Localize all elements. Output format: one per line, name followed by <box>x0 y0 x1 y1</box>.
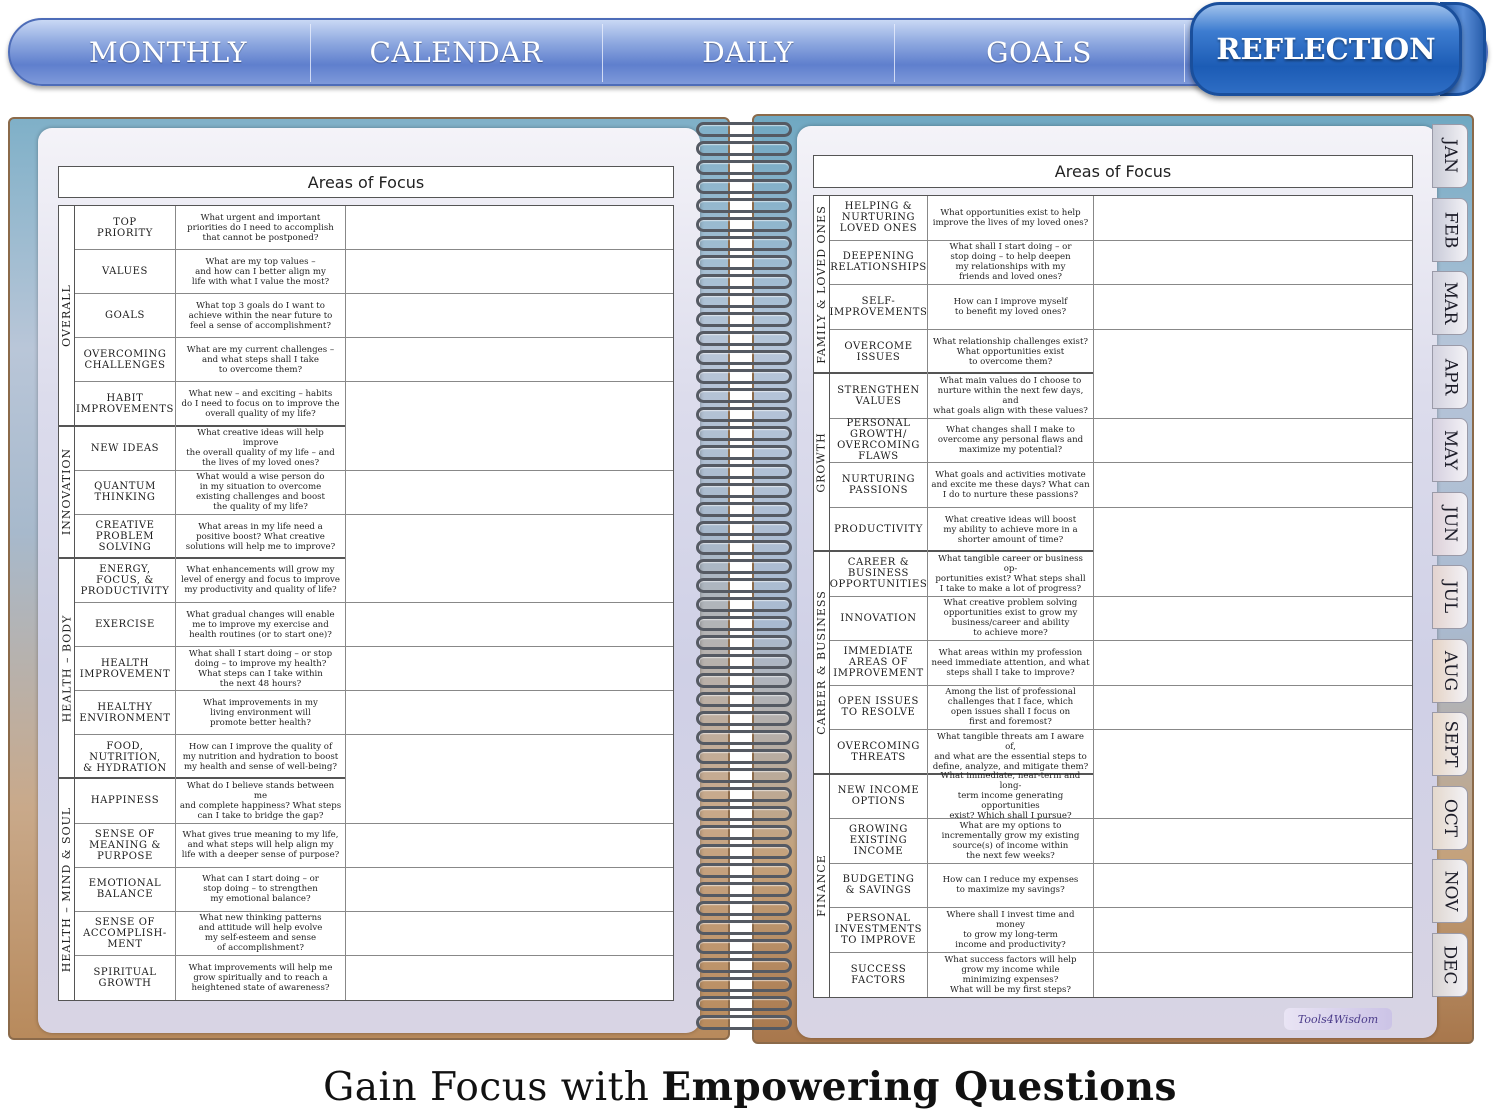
left-page-title-text: Areas of Focus <box>307 172 425 192</box>
spiral-ring <box>696 388 792 403</box>
month-tab-jun[interactable] <box>1432 492 1468 556</box>
focus-row <box>830 463 1412 508</box>
tab-daily-label: DAILY <box>702 35 794 69</box>
section-label-text: HEALTH – MIND & SOUL <box>60 807 73 973</box>
focus-question: What are my current challenges – and what steps shall I take to overcome them? <box>176 338 346 381</box>
focus-topic: VALUES <box>75 250 176 293</box>
focus-topic: EMOTIONAL BALANCE <box>75 868 176 911</box>
tab-daily[interactable] <box>602 20 894 84</box>
spiral-ring <box>696 483 792 498</box>
month-tab-nov[interactable] <box>1432 859 1468 923</box>
spiral-ring <box>696 312 792 327</box>
focus-section <box>814 552 1412 775</box>
spiral-ring <box>696 768 792 783</box>
focus-row <box>830 819 1412 864</box>
focus-question: What new thinking patterns and attitude will help evolve my self-esteem and sense of accomplishment? <box>176 912 346 955</box>
focus-question: What top 3 goals do I want to achieve within the near future to feel a sense of accomplishment? <box>176 294 346 337</box>
focus-question: What are my top values – and how can I better align my life with what I value the most? <box>176 250 346 293</box>
spiral-ring <box>696 255 792 270</box>
focus-row <box>830 597 1412 642</box>
focus-topic: NEW INCOME OPTIONS <box>830 775 928 819</box>
focus-row <box>75 824 673 868</box>
focus-section <box>814 374 1412 552</box>
spiral-ring <box>696 293 792 308</box>
focus-topic: BUDGETING & SAVINGS <box>830 864 928 908</box>
section-label <box>814 196 830 372</box>
answer-field[interactable] <box>346 559 673 602</box>
month-tab-dec[interactable] <box>1432 933 1468 997</box>
focus-topic: IMMEDIATE AREAS OF IMPROVEMENT <box>830 641 928 685</box>
section-label-text: OVERALL <box>60 283 74 347</box>
focus-row <box>75 647 673 691</box>
focus-row <box>75 559 673 603</box>
focus-question: What main values do I choose to nurture within the next few days, and what goals align with these values? <box>928 374 1094 418</box>
right-page-title <box>813 155 1413 188</box>
focus-topic: HEALTHY ENVIRONMENT <box>75 691 176 734</box>
spiral-ring <box>696 825 792 840</box>
month-tab-label: MAY <box>1440 429 1460 471</box>
focus-section <box>59 559 673 780</box>
answer-field[interactable] <box>346 912 673 955</box>
spiral-ring <box>696 369 792 384</box>
month-tab-label: JUL <box>1440 580 1460 614</box>
month-tab-label: JAN <box>1440 139 1460 173</box>
focus-question: What shall I start doing – or stop doing – to improve my health? What steps can I take within the next 48 hours? <box>176 647 346 690</box>
focus-topic: STRENGTHEN VALUES <box>830 374 928 418</box>
spiral-ring <box>696 958 792 973</box>
spiral-ring <box>696 407 792 422</box>
spiral-ring <box>696 274 792 289</box>
caption-normal-text: Gain Focus with <box>323 1064 650 1110</box>
focus-topic: PERSONAL INVESTMENTS TO IMPROVE <box>830 908 928 952</box>
focus-section <box>59 206 673 427</box>
section-label <box>59 206 75 425</box>
brand-logo-text: Tools4Wisdom <box>1297 1012 1379 1026</box>
focus-row <box>75 603 673 647</box>
focus-question: What would a wise person do in my situation to overcome existing challenges and boost the quality of my life? <box>176 471 346 514</box>
answer-field[interactable] <box>1094 864 1412 908</box>
focus-question: Among the list of professional challenges that I face, which open issues shall I focus on first and foremost? <box>928 686 1094 730</box>
focus-section <box>59 779 673 1000</box>
spiral-ring <box>696 160 792 175</box>
month-tab-label: DEC <box>1440 944 1461 985</box>
focus-row <box>830 908 1412 953</box>
focus-question: What tangible career or business op- portunities exist? What steps shall I take to make a lot of progress? <box>928 552 1094 596</box>
focus-section <box>59 427 673 559</box>
spiral-ring <box>696 445 792 460</box>
answer-field[interactable] <box>346 471 673 514</box>
section-label <box>59 559 75 778</box>
spiral-ring <box>696 559 792 574</box>
focus-question: Where shall I invest time and money to grow my long-term income and productivity? <box>928 908 1094 952</box>
answer-field[interactable] <box>346 603 673 646</box>
section-label <box>59 779 75 1000</box>
spiral-binding <box>690 122 800 1042</box>
spiral-ring <box>696 730 792 745</box>
month-tab-label: AUG <box>1440 650 1460 691</box>
section-label <box>814 552 830 773</box>
section-label-text: CAREER & BUSINESS <box>815 589 829 735</box>
focus-question: What gives true meaning to my life, and what steps will help align my life with a deeper sense of purpose? <box>176 824 346 867</box>
month-tab-label: NOV <box>1440 870 1461 912</box>
focus-topic: HEALTH IMPROVEMENT <box>75 647 176 690</box>
spiral-ring <box>696 654 792 669</box>
section-label <box>814 775 830 998</box>
focus-topic: QUANTUM THINKING <box>75 471 176 514</box>
focus-row <box>75 338 673 382</box>
tab-reflection-label: REFLECTION <box>1216 32 1436 66</box>
answer-field[interactable] <box>1094 730 1412 775</box>
spiral-ring <box>696 179 792 194</box>
answer-field[interactable] <box>346 647 673 690</box>
page-caption <box>0 1062 1500 1112</box>
focus-row <box>830 771 1412 822</box>
spiral-ring <box>696 939 792 954</box>
spiral-ring <box>696 122 792 137</box>
left-page-title <box>58 166 674 198</box>
focus-question: How can I improve myself to benefit my loved ones? <box>928 285 1094 329</box>
month-tab-sept[interactable] <box>1432 712 1468 776</box>
focus-row <box>830 419 1412 464</box>
focus-topic: EXERCISE <box>75 603 176 646</box>
spiral-ring <box>696 711 792 726</box>
spiral-ring <box>696 597 792 612</box>
spiral-ring <box>696 141 792 156</box>
focus-topic: SELF- IMPROVEMENTS <box>830 285 928 329</box>
focus-row <box>75 471 673 515</box>
answer-field[interactable] <box>346 382 673 426</box>
focus-question: What tangible threats am I aware of, and what are the essential steps to define, analyze, and mitigate them? <box>928 730 1094 775</box>
month-tab-jul[interactable] <box>1432 565 1468 629</box>
month-tab-label: FEB <box>1440 211 1461 248</box>
focus-question: What relationship challenges exist? What opportunities exist to overcome them? <box>928 330 1094 375</box>
spiral-ring <box>696 198 792 213</box>
brand-logo <box>1284 1008 1392 1030</box>
focus-topic: NURTURING PASSIONS <box>830 463 928 507</box>
section-label <box>814 374 830 550</box>
answer-field[interactable] <box>346 206 673 249</box>
focus-question: What success factors will help grow my income while minimizing expenses? What will be my first steps? <box>928 953 1094 998</box>
focus-topic: OPEN ISSUES TO RESOLVE <box>830 686 928 730</box>
focus-topic: PERSONAL GROWTH/ OVERCOMING FLAWS <box>830 419 928 463</box>
answer-field[interactable] <box>1094 508 1412 553</box>
focus-question: How can I improve the quality of my nutrition and hydration to boost my health and sense of well-being? <box>176 735 346 779</box>
tab-calendar-label: CALENDAR <box>369 35 543 69</box>
focus-question: What changes shall I make to overcome any personal flaws and maximize my potential? <box>928 419 1094 463</box>
spiral-ring <box>696 236 792 251</box>
focus-row <box>830 953 1412 998</box>
answer-field[interactable] <box>1094 463 1412 507</box>
spiral-ring <box>696 426 792 441</box>
spiral-ring <box>696 521 792 536</box>
answer-field[interactable] <box>1094 908 1412 952</box>
focus-row <box>75 250 673 294</box>
focus-question: What are my options to incrementally grow my existing source(s) of income within the next few weeks? <box>928 819 1094 863</box>
focus-question: What creative ideas will help improve the overall quality of my life – and the lives of my loved ones? <box>176 427 346 470</box>
month-tab-label: JUN <box>1440 505 1460 542</box>
spiral-ring <box>696 217 792 232</box>
focus-section <box>814 196 1412 374</box>
answer-field[interactable] <box>1094 552 1412 596</box>
focus-topic: GROWING EXISTING INCOME <box>830 819 928 863</box>
focus-row <box>830 508 1412 553</box>
focus-section <box>814 771 1412 998</box>
focus-topic: CREATIVE PROBLEM SOLVING <box>75 515 176 559</box>
focus-question: What improvements in my living environment will promote better health? <box>176 691 346 734</box>
answer-field[interactable] <box>346 691 673 734</box>
focus-row <box>75 427 673 471</box>
spiral-ring <box>696 502 792 517</box>
spiral-ring <box>696 540 792 555</box>
focus-topic: OVERCOMING CHALLENGES <box>75 338 176 381</box>
spiral-ring <box>696 863 792 878</box>
focus-question: What immediate, near-term and long- term income generating opportunities exist? Which shall I pursue? <box>928 775 1094 819</box>
spiral-ring <box>696 350 792 365</box>
focus-question: What shall I start doing – or stop doing – to help deepen my relationships with my friends and loved ones? <box>928 241 1094 285</box>
focus-row <box>830 864 1412 909</box>
focus-row <box>75 735 673 779</box>
spiral-ring <box>696 749 792 764</box>
month-tab-jan[interactable] <box>1432 124 1468 188</box>
spiral-ring <box>696 692 792 707</box>
section-label <box>59 427 75 557</box>
focus-table-left <box>58 205 674 1001</box>
focus-topic: TOP PRIORITY <box>75 206 176 249</box>
focus-topic: HAPPINESS <box>75 779 176 822</box>
focus-question: How can I reduce my expenses to maximize my savings? <box>928 864 1094 908</box>
answer-field[interactable] <box>346 250 673 293</box>
focus-topic: HABIT IMPROVEMENTS <box>75 382 176 426</box>
answer-field[interactable] <box>346 427 673 470</box>
focus-row <box>75 868 673 912</box>
focus-row <box>75 912 673 956</box>
answer-field[interactable] <box>1094 419 1412 463</box>
focus-question: What enhancements will grow my level of energy and focus to improve my productivity and quality of life? <box>176 559 346 602</box>
focus-topic: SENSE OF MEANING & PURPOSE <box>75 824 176 867</box>
focus-topic: INNOVATION <box>830 597 928 641</box>
tab-monthly[interactable] <box>18 20 318 84</box>
focus-topic: SUCCESS FACTORS <box>830 953 928 998</box>
section-label-text: FINANCE <box>815 854 828 918</box>
focus-topic: HELPING & NURTURING LOVED ONES <box>830 196 928 240</box>
focus-topic: FOOD, NUTRITION, & HYDRATION <box>75 735 176 779</box>
month-tab-may[interactable] <box>1432 418 1468 482</box>
spiral-ring <box>696 882 792 897</box>
focus-question: What urgent and important priorities do I need to accomplish that cannot be postponed? <box>176 206 346 249</box>
spiral-ring <box>696 331 792 346</box>
section-label-text: INNOVATION <box>60 448 74 536</box>
focus-question: What areas in my life need a positive boost? What creative solutions will help me to improve? <box>176 515 346 559</box>
month-tab-label: OCT <box>1440 798 1461 837</box>
answer-field[interactable] <box>346 735 673 779</box>
answer-field[interactable] <box>1094 285 1412 329</box>
spiral-ring <box>696 806 792 821</box>
spiral-ring <box>696 673 792 688</box>
month-tab-apr[interactable] <box>1432 345 1468 409</box>
month-tab-label: APR <box>1440 358 1461 395</box>
focus-topic: CAREER & BUSINESS OPPORTUNITIES <box>830 552 928 596</box>
answer-field[interactable] <box>346 294 673 337</box>
month-tab-mar[interactable] <box>1432 271 1468 335</box>
focus-row <box>830 641 1412 686</box>
answer-field[interactable] <box>346 779 673 822</box>
answer-field[interactable] <box>346 824 673 867</box>
section-label-text: GROWTH <box>815 431 829 493</box>
section-label-text: FAMILY & LOVED ONES <box>815 204 829 364</box>
focus-topic: SENSE OF ACCOMPLISH- MENT <box>75 912 176 955</box>
answer-field[interactable] <box>1094 241 1412 285</box>
focus-topic: ENERGY, FOCUS, & PRODUCTIVITY <box>75 559 176 602</box>
focus-row <box>75 515 673 559</box>
focus-topic: SPIRITUAL GROWTH <box>75 956 176 1000</box>
tab-reflection[interactable] <box>1190 2 1462 96</box>
spiral-ring <box>696 996 792 1011</box>
focus-row <box>75 294 673 338</box>
caption-bold-text: Empowering Questions <box>661 1064 1177 1110</box>
focus-question: What new – and exciting – habits do I need to focus on to improve the overall quality of my life? <box>176 382 346 426</box>
answer-field[interactable] <box>1094 775 1412 819</box>
month-tab-oct[interactable] <box>1432 786 1468 850</box>
focus-question: What improvements will help me grow spiritually and to reach a heightened state of awareness? <box>176 956 346 1000</box>
tab-calendar[interactable] <box>310 20 602 84</box>
focus-row <box>830 330 1412 375</box>
answer-field[interactable] <box>346 868 673 911</box>
focus-topic: GOALS <box>75 294 176 337</box>
tab-goals-label: GOALS <box>986 35 1092 69</box>
focus-row <box>75 779 673 823</box>
focus-row <box>830 686 1412 731</box>
focus-question: What can I start doing – or stop doing – to strengthen my emotional balance? <box>176 868 346 911</box>
answer-field[interactable] <box>1094 819 1412 863</box>
right-page-title-text: Areas of Focus <box>1054 162 1172 181</box>
spiral-ring <box>696 901 792 916</box>
focus-topic: PRODUCTIVITY <box>830 508 928 553</box>
answer-field[interactable] <box>1094 330 1412 375</box>
spiral-ring <box>696 920 792 935</box>
focus-question: What creative ideas will boost my ability to achieve more in a shorter amount of time? <box>928 508 1094 553</box>
focus-row <box>830 196 1412 241</box>
focus-row <box>830 374 1412 419</box>
month-tab-aug[interactable] <box>1432 639 1468 703</box>
focus-topic: DEEPENING RELATIONSHIPS <box>830 241 928 285</box>
tab-monthly-label: MONTHLY <box>88 35 247 69</box>
month-tab-label: SEPT <box>1440 720 1460 768</box>
answer-field[interactable] <box>346 515 673 559</box>
focus-row <box>830 241 1412 286</box>
section-label-text: HEALTH – BODY <box>60 614 74 723</box>
answer-field[interactable] <box>1094 641 1412 685</box>
spiral-ring <box>696 464 792 479</box>
spiral-ring <box>696 616 792 631</box>
answer-field[interactable] <box>1094 953 1412 998</box>
spiral-ring <box>696 977 792 992</box>
spiral-ring <box>696 844 792 859</box>
focus-topic: OVERCOMING THREATS <box>830 730 928 775</box>
nav-divider <box>1184 24 1185 82</box>
spiral-ring <box>696 787 792 802</box>
focus-question: What do I believe stands between me and complete happiness? What steps can I take to bridge the gap? <box>176 779 346 822</box>
spiral-ring <box>696 1015 792 1030</box>
focus-question: What opportunities exist to help improve the lives of my loved ones? <box>928 196 1094 240</box>
focus-row <box>75 691 673 735</box>
answer-field[interactable] <box>1094 374 1412 418</box>
focus-row <box>75 382 673 426</box>
month-tab-label: MAR <box>1440 281 1461 325</box>
focus-table-right <box>813 195 1413 998</box>
focus-topic: OVERCOME ISSUES <box>830 330 928 375</box>
answer-field[interactable] <box>1094 597 1412 641</box>
focus-row <box>75 206 673 250</box>
focus-row <box>830 552 1412 597</box>
focus-question: What creative problem solving opportunities exist to grow my business/career and ability to achieve more? <box>928 597 1094 641</box>
answer-field[interactable] <box>1094 686 1412 730</box>
focus-question: What areas within my profession need immediate attention, and what steps shall I take to improve? <box>928 641 1094 685</box>
spiral-ring <box>696 578 792 593</box>
focus-row <box>75 956 673 1000</box>
answer-field[interactable] <box>346 338 673 381</box>
answer-field[interactable] <box>346 956 673 1000</box>
focus-topic: NEW IDEAS <box>75 427 176 470</box>
spiral-ring <box>696 635 792 650</box>
focus-question: What gradual changes will enable me to improve my exercise and health routines (or to start one)? <box>176 603 346 646</box>
focus-question: What goals and activities motivate and excite me these days? What can I do to nurture these passions? <box>928 463 1094 507</box>
focus-row <box>830 730 1412 775</box>
focus-row <box>830 285 1412 330</box>
answer-field[interactable] <box>1094 196 1412 240</box>
month-tab-feb[interactable] <box>1432 198 1468 262</box>
tab-goals[interactable] <box>894 20 1184 84</box>
